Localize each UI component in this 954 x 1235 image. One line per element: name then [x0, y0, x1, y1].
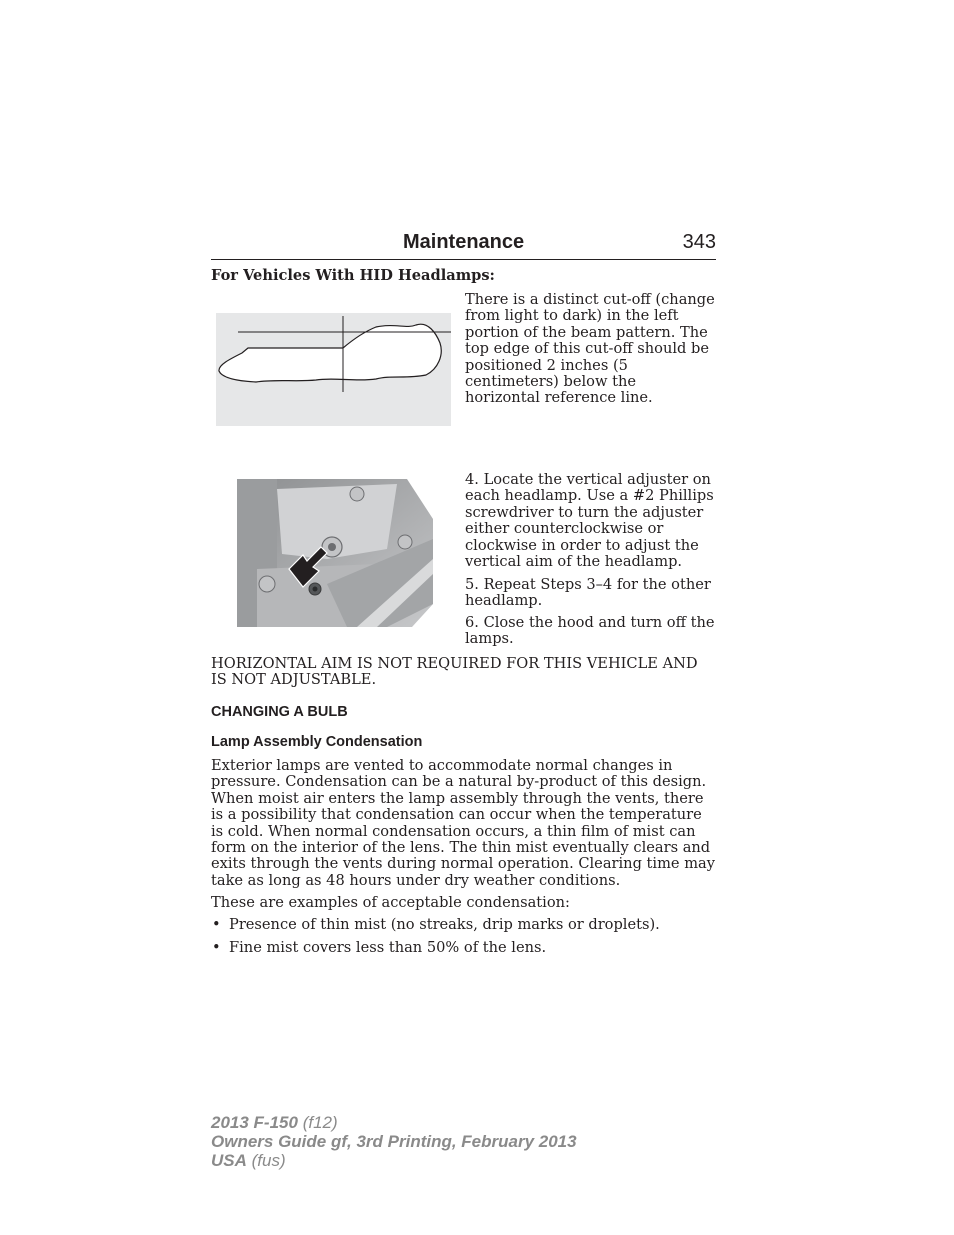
step-6: 6. Close the hood and turn off the lamps. [465, 614, 715, 648]
examples-intro: These are examples of acceptable condensation: [211, 894, 570, 911]
lamp-condensation-subheading: Lamp Assembly Condensation [211, 734, 423, 750]
list-item-text: Fine mist covers less than 50% of the lens. [229, 939, 547, 956]
horizontal-aim-note: HORIZONTAL AIM IS NOT REQUIRED FOR THIS VEHICLE AND IS NOT ADJUSTABLE. [211, 655, 698, 689]
page-header [211, 229, 716, 260]
footer-region-line [211, 1151, 577, 1170]
changing-bulb-heading: CHANGING A BULB [211, 704, 348, 720]
step-5: 5. Repeat Steps 3–4 for the other headlamp. [465, 576, 711, 610]
step-4: 4. Locate the vertical adjuster on each headlamp. Use a #2 Phillips screwdriver to turn the adjuster either counterclockwise or clockwise in order to adjust the vertical aim of the headlamp. [465, 471, 714, 571]
footer-model: 2013 F-150 [211, 1113, 298, 1132]
bullet-symbol: • [212, 939, 221, 956]
footer-region: USA [211, 1151, 247, 1170]
footer-guide-line [211, 1132, 577, 1151]
headlamp-adjuster-illustration [237, 479, 433, 627]
hid-headlamps-heading: For Vehicles With HID Headlamps: [211, 267, 495, 284]
page-footer [211, 1113, 577, 1170]
bullet-symbol: • [212, 916, 221, 933]
beam-cutoff-outline [219, 324, 441, 382]
footer-region-code: (fus) [251, 1151, 286, 1170]
beam-pattern-diagram [216, 313, 451, 426]
page-number: 343 [682, 231, 716, 253]
footer-model-line [211, 1113, 577, 1132]
beam-pattern-figure [216, 313, 451, 426]
section-title: Maintenance [403, 231, 525, 253]
condensation-paragraph: Exterior lamps are vented to accommodate normal changes in pressure. Condensation can be a natural by-product of this design. When moist air enters the lamp assembly through the vents, there is a possibility that condensation can occur when the temperature is cold. When normal condensation occurs, a thin film of mist can form on the interior of the lens. The thin mist eventually clears and exits through the vents during normal operation. Clearing time may take as long as 48 hours under dry weather conditions. [211, 757, 715, 889]
footer-model-code: (f12) [302, 1113, 338, 1132]
cutoff-description: There is a distinct cut-off (change from light to dark) in the left portion of the beam pattern. The top edge of this cut-off should be positioned 2 inches (5 centimeters) below the horizontal reference line. [465, 291, 715, 407]
footer-guide: Owners Guide gf, 3rd Printing, February 2013 [211, 1132, 577, 1151]
vertical-adjuster-photo [237, 479, 433, 627]
list-item-text: Presence of thin mist (no streaks, drip marks or droplets). [229, 916, 660, 933]
